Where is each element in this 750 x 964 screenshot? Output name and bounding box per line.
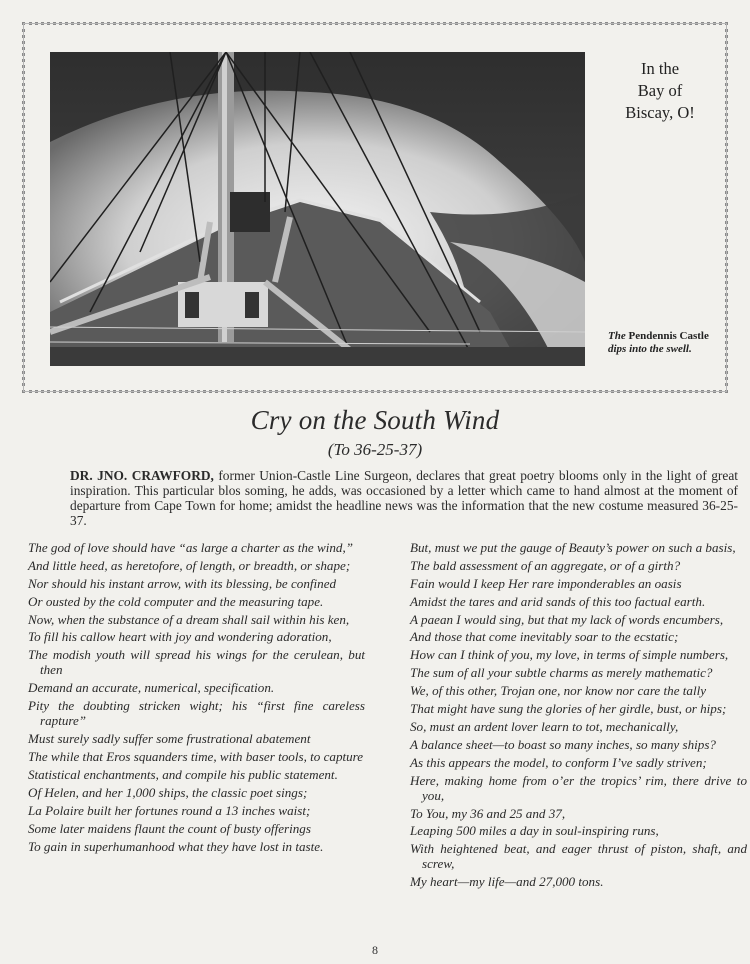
poem-column-left: [28, 540, 365, 856]
poem-line: So, must an ardent lover learn to tot, mechanically,: [410, 718, 679, 734]
poem-line: Fain would I keep Her rare imponderables an oasis: [410, 575, 682, 591]
poem-line: Pity the doubting stricken wight; his “first fine careless rapture”: [28, 698, 365, 729]
poem-line: To You, my 36 and 25 and 37,: [410, 805, 566, 821]
poem-title: Cry on the South Wind: [250, 405, 500, 435]
poem-line: Nor should his instant arrow, with its blessing, be confined: [28, 575, 337, 591]
intro-text: former Union-Castle Line Surgeon, declares that great poetry blooms only in the light of great inspiration. This particular blos soming, he adds, was occasioned by a letter which came to hand almost at the moment of departure from Cape Town for home; amidst the headline news was the information that the new costume measured 36-25-37.: [70, 468, 738, 528]
poem-line: Some later maidens flaunt the count of busty offerings: [28, 820, 311, 836]
intro-paragraph: [70, 468, 738, 528]
poem-line: And those that come inevitably soar to the ecstatic;: [410, 629, 679, 645]
poem-line: To gain in superhumanhood what they have lost in taste.: [28, 838, 324, 854]
poem-column-right: [410, 540, 747, 892]
poem-line: Here, making home from o’er the tropics’ rim, there drive to you,: [410, 772, 747, 803]
poem-line: Must surely sadly suffer some frustrational abatement: [28, 731, 311, 747]
poem-line: That might have sung the glories of her girdle, bust, or hips;: [410, 701, 727, 717]
photo-caption: [608, 330, 718, 355]
poem-line: The modish youth will spread his wings for the cerulean, but then: [28, 647, 365, 678]
poem-line: We, of this other, Trojan one, nor know nor care the tally: [410, 683, 707, 699]
intro-author: DR. JNO. CRAWFORD,: [70, 468, 214, 483]
ship-bow-illustration: [50, 52, 585, 366]
ship-photo: [50, 52, 585, 366]
poem-line: The while that Eros squanders time, with baser tools, to capture: [28, 749, 364, 765]
poem-line: Of Helen, and her 1,000 ships, the classic poet sings;: [28, 784, 308, 800]
poem-line: My heart—my life—and 27,000 tons.: [410, 874, 604, 890]
poem-line: With heightened beat, and eager thrust of piston, shaft, and screw,: [410, 841, 747, 872]
page-number: 8: [372, 943, 378, 957]
photo-heading-line: In the: [640, 59, 680, 78]
photo-heading-line: Biscay, O!: [625, 103, 695, 122]
poem-line: A balance sheet—to boast so many inches, so many ships?: [410, 736, 716, 752]
photo-heading: [600, 58, 720, 124]
poem-line: The god of love should have “as large a charter as the wind,”: [28, 540, 354, 555]
poem-subtitle: (To 36-25-37): [327, 440, 423, 459]
poem-line: Leaping 500 miles a day in soul-inspiring runs,: [410, 823, 659, 839]
poem-line: Statistical enchantments, and compile his public statement.: [28, 766, 338, 782]
poem-line: The sum of all your subtle charms as merely mathematic?: [410, 665, 713, 681]
poem-line: Demand an accurate, numerical, specification.: [28, 680, 275, 696]
poem-line: How can I think of you, my love, in terms of simple numbers,: [410, 647, 729, 663]
poem-line: A paean I would sing, but that my lack of words encumbers,: [410, 611, 724, 627]
poem-line: Now, when the substance of a dream shall sail within his ken,: [28, 611, 350, 627]
caption-text: dips into the swell.: [608, 342, 692, 355]
poem-line: To fill his callow heart with joy and wondering adoration,: [28, 629, 332, 645]
poem-line: Amidst the tares and arid sands of this too factual earth.: [410, 593, 706, 609]
poem-line: But, must we put the gauge of Beauty’s power on such a basis,: [410, 540, 736, 555]
poem-line: As this appears the model, to conform I’ve sadly striven;: [410, 754, 707, 770]
poem-line: La Polaire built her fortunes round a 13 inches waist;: [28, 802, 311, 818]
poem-line: The bald assessment of an aggregate, or of a girth?: [410, 557, 681, 573]
caption-prefix: The: [608, 330, 626, 342]
caption-ship-name: Pendennis Castle: [628, 330, 709, 342]
photo-heading-line: Bay of: [637, 81, 683, 100]
poem-line: Or ousted by the cold computer and the measuring tape.: [28, 593, 324, 609]
poem-line: And little heed, as heretofore, of length, or breadth, or shape;: [28, 557, 351, 573]
